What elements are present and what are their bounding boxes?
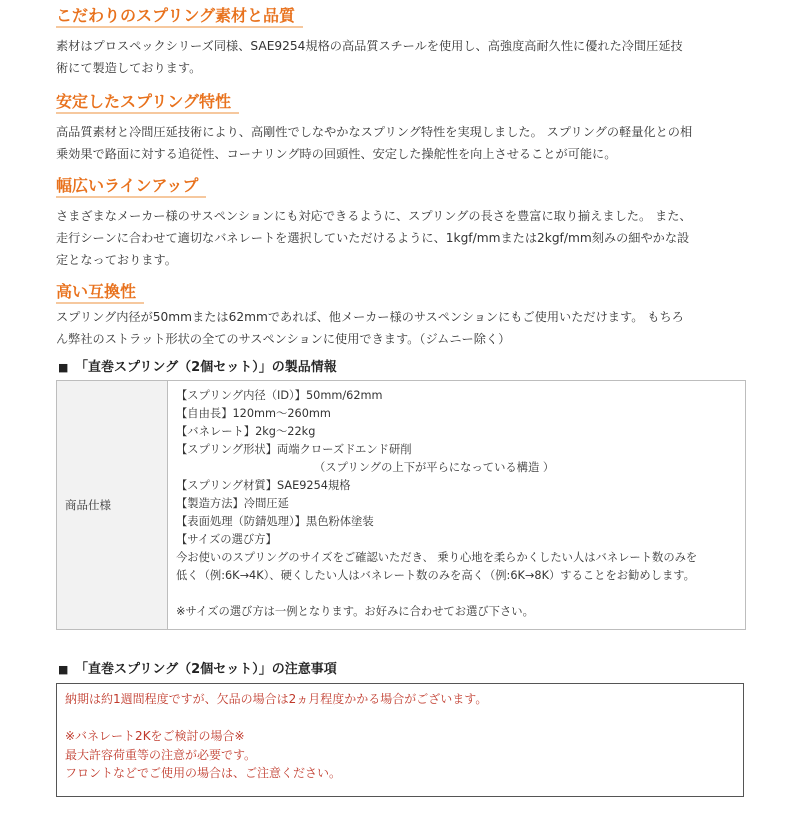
notice-title (58, 661, 337, 679)
section-material-quality (56, 6, 746, 79)
product-info-title-text: 「直巻スプリング（2個セット）」の製品情報 (74, 360, 337, 375)
spec-line: 【自由長】120mm～260mm (176, 407, 331, 420)
spec-line-blank (176, 585, 737, 603)
section-heading: 安定したスプリング特性 (56, 92, 239, 114)
section-lineup (56, 176, 746, 271)
spec-line: 低く（例:6K→4K）、硬くしたい人はバネレート数のみを高く（例:6K→8K）することをお勧めします。 (176, 569, 695, 582)
spec-label: 商品仕様 (57, 381, 168, 630)
text-line: 素材はプロスペックシリーズ同様、SAE9254規格の高品質スチールを使用し、高強度高耐久性に優れた冷間圧延技 (56, 39, 683, 53)
spec-content (168, 381, 746, 630)
notice-line: 納期は約1週間程度ですが、欠品の場合は2ヵ月程度かかる場合がございます。 (65, 692, 488, 706)
section-heading: 高い互換性 (56, 282, 144, 304)
text-line: スプリング内径が50mmまたは62mmであれば、他メーカー様のサスペンションにもご使用いただけます。 もちろ (56, 310, 684, 324)
notice-box (56, 683, 744, 797)
section-heading: 幅広いラインアップ (56, 176, 206, 198)
text-line: 走行シーンに合わせて適切なバネレートを選択していただけるように、1kgf/mmまたは2kgf/mm刻みの細やかな設 (56, 231, 690, 245)
text-line: 高品質素材と冷間圧延技術により、高剛性でしなやかなスプリング特性を実現しました。 スプリングの軽量化との相 (56, 125, 693, 139)
spec-line: 【表面処理（防錆処理）】黒色粉体塗装 (176, 515, 374, 528)
square-bullet-icon: ■ (58, 663, 69, 676)
text-line: 術にて製造しております。 (56, 61, 202, 75)
spec-line: 【製造方法】冷間圧延 (176, 497, 289, 510)
section-compatibility (56, 282, 746, 350)
spec-line: 【スプリング内径（ID）】50mm/62mm (176, 389, 383, 402)
notice-line: 最大許容荷重等の注意が必要です。 (65, 747, 257, 762)
text-line: さまざまなメーカー様のサスペンションにも対応できるように、スプリングの長さを豊富に取り揃えました。 また、 (56, 209, 692, 223)
table-row (57, 381, 746, 630)
text-line: 定となっております。 (56, 253, 177, 267)
spec-line: 【スプリング材質】SAE9254規格 (176, 479, 351, 492)
notice-line: ※バネレート2Kをご検討の場合※ (65, 729, 245, 743)
section-heading: こだわりのスプリング素材と品質 (56, 6, 303, 28)
notice-line: フロントなどでご使用の場合は、ご注意ください。 (65, 766, 342, 780)
section-text (56, 306, 746, 350)
text-line: 乗効果で路面に対する追従性、コーナリング時の回頭性、安定した操舵性を向上させることが可能に。 (56, 147, 617, 161)
spec-line: 今お使いのスプリングのサイズをご確認いただき、 乗り心地を柔らかくしたい人はバネレート数のみを (176, 551, 698, 564)
notice-line-blank (65, 709, 743, 728)
spec-line: 【サイズの選び方】 (176, 533, 277, 546)
square-bullet-icon: ■ (58, 361, 69, 374)
product-spec-table (56, 380, 746, 630)
spec-line: （スプリングの上下が平らになっている構造 ） (314, 461, 555, 474)
spec-line: 【スプリング形状】両端クローズドエンド研削 (176, 443, 412, 456)
section-text (56, 121, 746, 165)
product-info-title (58, 359, 337, 377)
spec-line: 【バネレート】2kg～22kg (176, 425, 316, 438)
section-text (56, 205, 746, 271)
notice-title-text: 「直巻スプリング（2個セット）」の注意事項 (74, 662, 337, 677)
spec-line: ※サイズの選び方は一例となります。お好みに合わせてお選び下さい。 (176, 605, 534, 618)
text-line: ん弊社のストラット形状の全てのサスペンションに使用できます。（ジムニー除く） (56, 332, 511, 346)
section-spring-characteristics (56, 92, 746, 165)
section-text (56, 35, 746, 79)
